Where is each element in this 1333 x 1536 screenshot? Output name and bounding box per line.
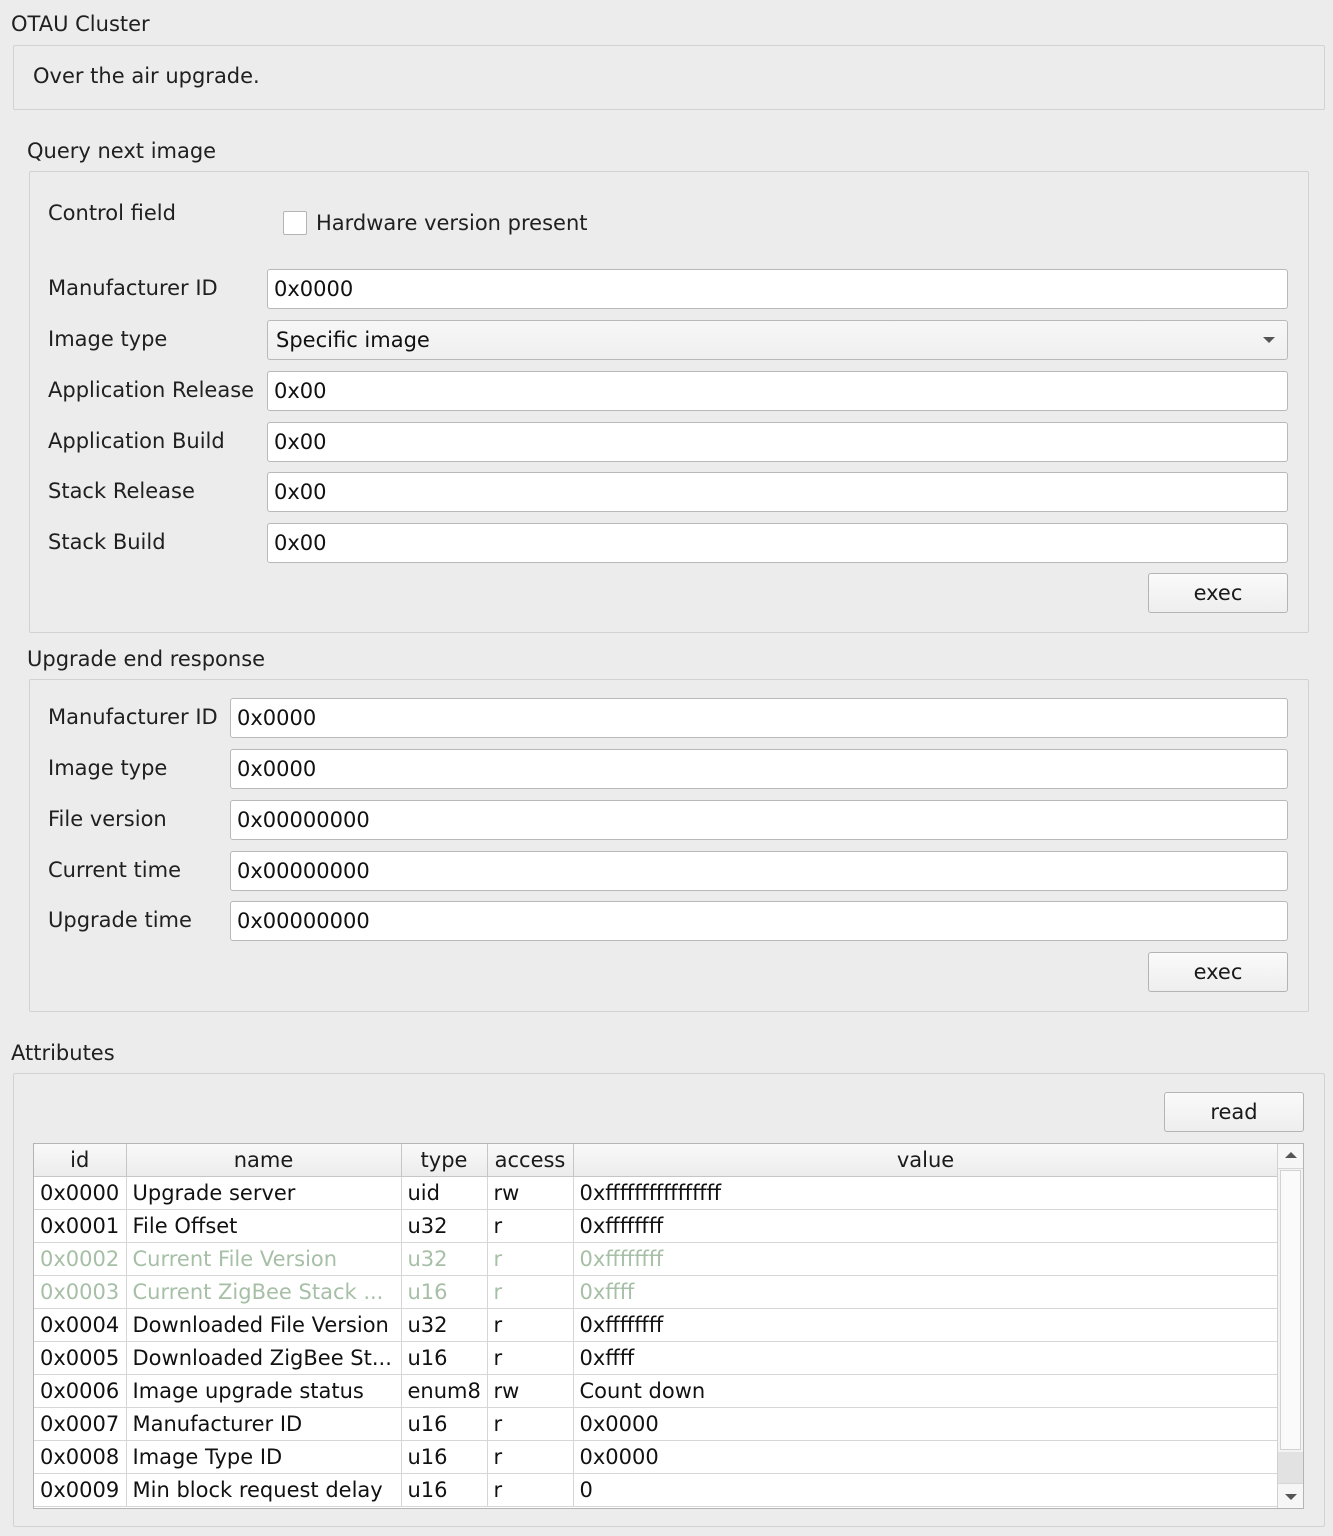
- cell-id[interactable]: 0x0008: [34, 1441, 126, 1474]
- current-time-input[interactable]: 0x00000000: [230, 851, 1288, 891]
- column-header-name[interactable]: name: [126, 1144, 401, 1177]
- attributes-table: [33, 1143, 1304, 1509]
- cell-name[interactable]: Manufacturer ID: [126, 1408, 401, 1441]
- column-header-type[interactable]: type: [401, 1144, 487, 1177]
- uer-image-type-label: Image type: [48, 756, 168, 780]
- cell-value[interactable]: Count down: [573, 1375, 1278, 1408]
- read-button[interactable]: read: [1164, 1092, 1304, 1132]
- cell-type[interactable]: u16: [401, 1408, 487, 1441]
- qni-manufacturer-id-input[interactable]: 0x0000: [267, 269, 1288, 309]
- app-release-input[interactable]: 0x00: [267, 371, 1288, 411]
- cell-value[interactable]: 0xffff: [573, 1276, 1278, 1309]
- current-time-label: Current time: [48, 858, 181, 882]
- cell-access[interactable]: r: [487, 1276, 573, 1309]
- cell-name[interactable]: Upgrade server: [126, 1177, 401, 1210]
- cell-name[interactable]: File Offset: [126, 1210, 401, 1243]
- upgrade-end-response-title: Upgrade end response: [27, 647, 266, 671]
- table-row[interactable]: [34, 1276, 1278, 1309]
- cell-name[interactable]: Downloaded ZigBee St...: [126, 1342, 401, 1375]
- cell-name[interactable]: Downloaded File Version: [126, 1309, 401, 1342]
- qni-manufacturer-id-label: Manufacturer ID: [48, 276, 218, 300]
- cell-access[interactable]: rw: [487, 1177, 573, 1210]
- qni-exec-button[interactable]: exec: [1148, 573, 1288, 613]
- cluster-title: OTAU Cluster: [11, 12, 150, 36]
- cell-id[interactable]: 0x0002: [34, 1243, 126, 1276]
- attributes-title: Attributes: [11, 1041, 115, 1065]
- cell-id[interactable]: 0x0005: [34, 1342, 126, 1375]
- hardware-version-label[interactable]: Hardware version present: [316, 211, 588, 235]
- table-row[interactable]: [34, 1342, 1278, 1375]
- chevron-down-icon: [1263, 337, 1275, 343]
- stack-release-input[interactable]: 0x00: [267, 472, 1288, 512]
- cell-access[interactable]: r: [487, 1408, 573, 1441]
- table-row[interactable]: [34, 1243, 1278, 1276]
- qni-image-type-selected: Specific image: [276, 328, 430, 352]
- cell-type[interactable]: u16: [401, 1474, 487, 1507]
- cell-type[interactable]: u32: [401, 1243, 487, 1276]
- cell-type[interactable]: u16: [401, 1276, 487, 1309]
- cell-value[interactable]: 0xffff: [573, 1342, 1278, 1375]
- cell-value[interactable]: 0xffffffff: [573, 1210, 1278, 1243]
- cell-access[interactable]: r: [487, 1309, 573, 1342]
- table-row[interactable]: [34, 1177, 1278, 1210]
- cell-id[interactable]: 0x0009: [34, 1474, 126, 1507]
- table-header-row: [34, 1144, 1278, 1177]
- cell-type[interactable]: u16: [401, 1441, 487, 1474]
- cell-value[interactable]: 0xffffffff: [573, 1309, 1278, 1342]
- uer-image-type-input[interactable]: 0x0000: [230, 749, 1288, 789]
- file-version-label: File version: [48, 807, 167, 831]
- app-build-input[interactable]: 0x00: [267, 422, 1288, 462]
- column-header-id[interactable]: id: [34, 1144, 126, 1177]
- cell-id[interactable]: 0x0006: [34, 1375, 126, 1408]
- stack-build-label: Stack Build: [48, 530, 166, 554]
- upgrade-time-label: Upgrade time: [48, 908, 192, 932]
- cell-type[interactable]: uid: [401, 1177, 487, 1210]
- cell-value[interactable]: 0x0000: [573, 1441, 1278, 1474]
- cell-type[interactable]: enum8: [401, 1375, 487, 1408]
- cell-type[interactable]: u16: [401, 1342, 487, 1375]
- file-version-input[interactable]: 0x00000000: [230, 800, 1288, 840]
- cell-value[interactable]: 0xffffffffffffffff: [573, 1177, 1278, 1210]
- app-release-label: Application Release: [48, 378, 255, 402]
- stack-release-label: Stack Release: [48, 479, 195, 503]
- table-row[interactable]: [34, 1408, 1278, 1441]
- uer-manufacturer-id-input[interactable]: 0x0000: [230, 698, 1288, 738]
- cell-access[interactable]: r: [487, 1474, 573, 1507]
- table-row[interactable]: [34, 1309, 1278, 1342]
- scroll-up-icon[interactable]: [1278, 1144, 1303, 1169]
- cell-type[interactable]: u32: [401, 1309, 487, 1342]
- cell-id[interactable]: 0x0003: [34, 1276, 126, 1309]
- cell-id[interactable]: 0x0000: [34, 1177, 126, 1210]
- cell-value[interactable]: 0: [573, 1474, 1278, 1507]
- cell-name[interactable]: Current File Version: [126, 1243, 401, 1276]
- cell-name[interactable]: Image Type ID: [126, 1441, 401, 1474]
- table-scrollbar[interactable]: [1277, 1144, 1303, 1508]
- cell-name[interactable]: Current ZigBee Stack ...: [126, 1276, 401, 1309]
- qni-image-type-select[interactable]: [267, 320, 1288, 360]
- hardware-version-checkbox[interactable]: [283, 211, 307, 235]
- qni-image-type-label: Image type: [48, 327, 168, 351]
- cell-value[interactable]: 0x0000: [573, 1408, 1278, 1441]
- uer-manufacturer-id-label: Manufacturer ID: [48, 705, 218, 729]
- table-row[interactable]: [34, 1474, 1278, 1507]
- column-header-value[interactable]: value: [573, 1144, 1278, 1177]
- table-row[interactable]: [34, 1441, 1278, 1474]
- cell-name[interactable]: Image upgrade status: [126, 1375, 401, 1408]
- cell-access[interactable]: r: [487, 1243, 573, 1276]
- cell-id[interactable]: 0x0007: [34, 1408, 126, 1441]
- cell-type[interactable]: u32: [401, 1210, 487, 1243]
- cell-access[interactable]: r: [487, 1441, 573, 1474]
- cell-id[interactable]: 0x0001: [34, 1210, 126, 1243]
- cell-value[interactable]: 0xffffffff: [573, 1243, 1278, 1276]
- scrollbar-thumb[interactable]: [1280, 1170, 1301, 1450]
- cell-access[interactable]: r: [487, 1210, 573, 1243]
- stack-build-input[interactable]: 0x00: [267, 523, 1288, 563]
- cell-name[interactable]: Min block request delay: [126, 1474, 401, 1507]
- table-row[interactable]: [34, 1210, 1278, 1243]
- scrollbar-track[interactable]: [1278, 1452, 1303, 1484]
- query-next-image-title: Query next image: [27, 139, 217, 163]
- cluster-description: Over the air upgrade.: [33, 64, 260, 88]
- cell-access[interactable]: rw: [487, 1375, 573, 1408]
- control-field-label: Control field: [48, 201, 176, 225]
- scroll-down-icon[interactable]: [1278, 1483, 1303, 1508]
- column-header-access[interactable]: access: [487, 1144, 573, 1177]
- cluster-description-box: [13, 45, 1325, 110]
- uer-exec-button[interactable]: exec: [1148, 952, 1288, 992]
- cell-access[interactable]: r: [487, 1342, 573, 1375]
- app-build-label: Application Build: [48, 429, 225, 453]
- table-row[interactable]: [34, 1375, 1278, 1408]
- cell-id[interactable]: 0x0004: [34, 1309, 126, 1342]
- upgrade-time-input[interactable]: 0x00000000: [230, 901, 1288, 941]
